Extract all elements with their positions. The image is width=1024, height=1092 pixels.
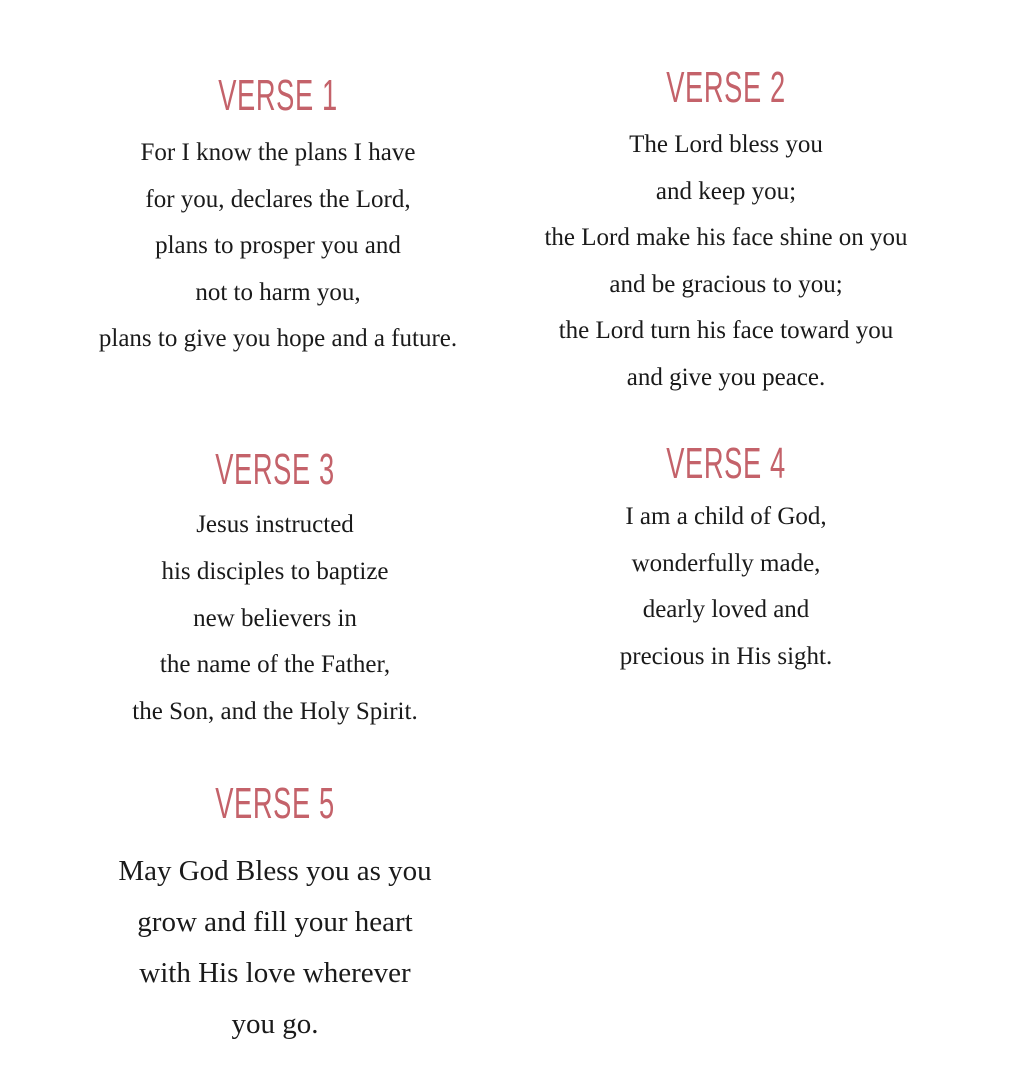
verse-line: wonderfully made,	[631, 549, 821, 577]
verse-line: and give you peace.	[626, 363, 826, 391]
verse-line: plans to give you hope and a future.	[98, 325, 458, 352]
verse-line: The Lord bless you	[629, 131, 823, 158]
verse-line: with His love wherever	[139, 957, 411, 989]
verse-4-text	[596, 494, 856, 680]
verse-line: new believers in	[193, 604, 357, 632]
verse-4-block	[596, 434, 856, 680]
verse-line: the Lord turn his face toward you	[558, 317, 894, 344]
verse-3-block	[110, 440, 440, 736]
verse-line: For I know the plans I have	[140, 139, 416, 166]
verse-1-text	[78, 130, 478, 363]
verse-1-title: VERSE 1	[218, 71, 338, 120]
verse-3-title: VERSE 3	[215, 445, 335, 494]
verse-3-text	[110, 502, 440, 736]
verse-line: his disciples to baptize	[161, 557, 389, 585]
verse-5-title: VERSE 5	[215, 779, 335, 828]
verse-line: plans to prosper you and	[155, 232, 401, 259]
verse-line: and keep you;	[655, 177, 797, 205]
verse-line: you go.	[231, 1008, 319, 1040]
verse-line: the name of the Father,	[159, 651, 391, 679]
verse-line: the Son, and the Holy Spirit.	[132, 698, 418, 726]
verse-2-block	[520, 58, 932, 401]
verse-line: grow and fill your heart	[137, 906, 413, 938]
verse-line: I am a child of God,	[625, 503, 827, 530]
verse-line: Jesus instructed	[196, 511, 354, 538]
verse-line: dearly loved and	[642, 596, 810, 623]
verse-4-title: VERSE 4	[666, 439, 786, 488]
verse-line: not to harm you,	[195, 278, 361, 306]
verse-1-block	[78, 66, 478, 363]
verse-line: the Lord make his face shine on you	[544, 224, 908, 251]
verse-line: for you, declares the Lord,	[145, 185, 411, 213]
verse-line: May God Bless you as you	[118, 855, 432, 887]
verse-5-text	[96, 846, 454, 1050]
verse-line: precious in His sight.	[619, 642, 833, 670]
verse-line: and be gracious to you;	[609, 270, 843, 298]
verse-5-block	[96, 774, 454, 1050]
verse-2-title: VERSE 2	[666, 63, 786, 112]
verse-2-text	[520, 122, 932, 401]
